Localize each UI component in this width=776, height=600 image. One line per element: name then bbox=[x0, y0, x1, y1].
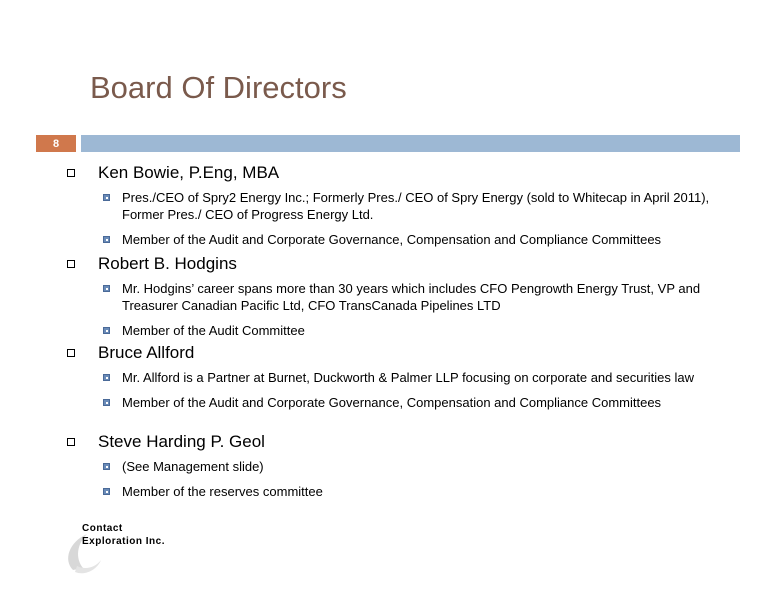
sub-bullet-icon bbox=[103, 488, 110, 495]
detail-text: Member of the Audit and Corporate Governance, Compensation and Compliance Committees bbox=[122, 232, 662, 247]
detail-text: Member of the Audit and Corporate Governance, Compensation and Compliance Committees bbox=[122, 395, 662, 410]
director-detail bbox=[103, 394, 727, 411]
sub-bullet-icon bbox=[103, 327, 110, 334]
director-name: Robert B. Hodgins bbox=[98, 254, 237, 273]
director-heading bbox=[67, 254, 727, 276]
square-bullet-icon bbox=[67, 169, 75, 177]
director-bruce-allford bbox=[67, 343, 727, 419]
sub-bullet-icon bbox=[103, 285, 110, 292]
detail-text: Pres./CEO of Spry2 Energy Inc.; Formerly Pres./ CEO of Spry Energy (sold to Whitecap in April 2011), Former Pres./ CEO of Progress Energy Ltd. bbox=[122, 190, 710, 222]
sub-bullet-icon bbox=[103, 236, 110, 243]
director-detail bbox=[103, 483, 727, 500]
sub-bullet-icon bbox=[103, 374, 110, 381]
square-bullet-icon bbox=[67, 260, 75, 268]
detail-text: Mr. Allford is a Partner at Burnet, Duckworth & Palmer LLP focusing on corporate and securities law bbox=[122, 370, 695, 385]
director-detail bbox=[103, 280, 727, 314]
logo-line2: Exploration Inc. bbox=[82, 536, 166, 547]
director-detail bbox=[103, 231, 727, 248]
director-detail bbox=[103, 189, 727, 223]
director-name: Steve Harding P. Geol bbox=[98, 432, 265, 451]
detail-text: Member of the reserves committee bbox=[122, 484, 323, 499]
director-ken-bowie bbox=[67, 163, 727, 256]
detail-text: (See Management slide) bbox=[122, 459, 264, 474]
director-heading bbox=[67, 163, 727, 185]
director-heading bbox=[67, 343, 727, 365]
director-steve-harding bbox=[67, 432, 727, 508]
director-robert-hodgins bbox=[67, 254, 727, 347]
detail-text: Mr. Hodgins’ career spans more than 30 years which includes CFO Pengrowth Energy Trust, VP and Treasurer Canadian Pacific Ltd, CFO TransCanada Pipelines LTD bbox=[122, 281, 701, 313]
director-heading bbox=[67, 432, 727, 454]
company-logo bbox=[55, 520, 195, 580]
director-detail bbox=[103, 322, 727, 339]
detail-text: Member of the Audit Committee bbox=[122, 323, 305, 338]
square-bullet-icon bbox=[67, 438, 75, 446]
sub-bullet-icon bbox=[103, 463, 110, 470]
square-bullet-icon bbox=[67, 349, 75, 357]
slide-title: Board Of Directors bbox=[90, 70, 347, 105]
director-name: Ken Bowie, P.Eng, MBA bbox=[98, 163, 280, 182]
sub-bullet-icon bbox=[103, 194, 110, 201]
director-detail bbox=[103, 458, 727, 475]
logo-line1: Contact bbox=[82, 523, 123, 534]
slide-number: 8 bbox=[36, 135, 76, 152]
director-detail bbox=[103, 369, 727, 386]
director-name: Bruce Allford bbox=[98, 343, 195, 362]
sub-bullet-icon bbox=[103, 399, 110, 406]
